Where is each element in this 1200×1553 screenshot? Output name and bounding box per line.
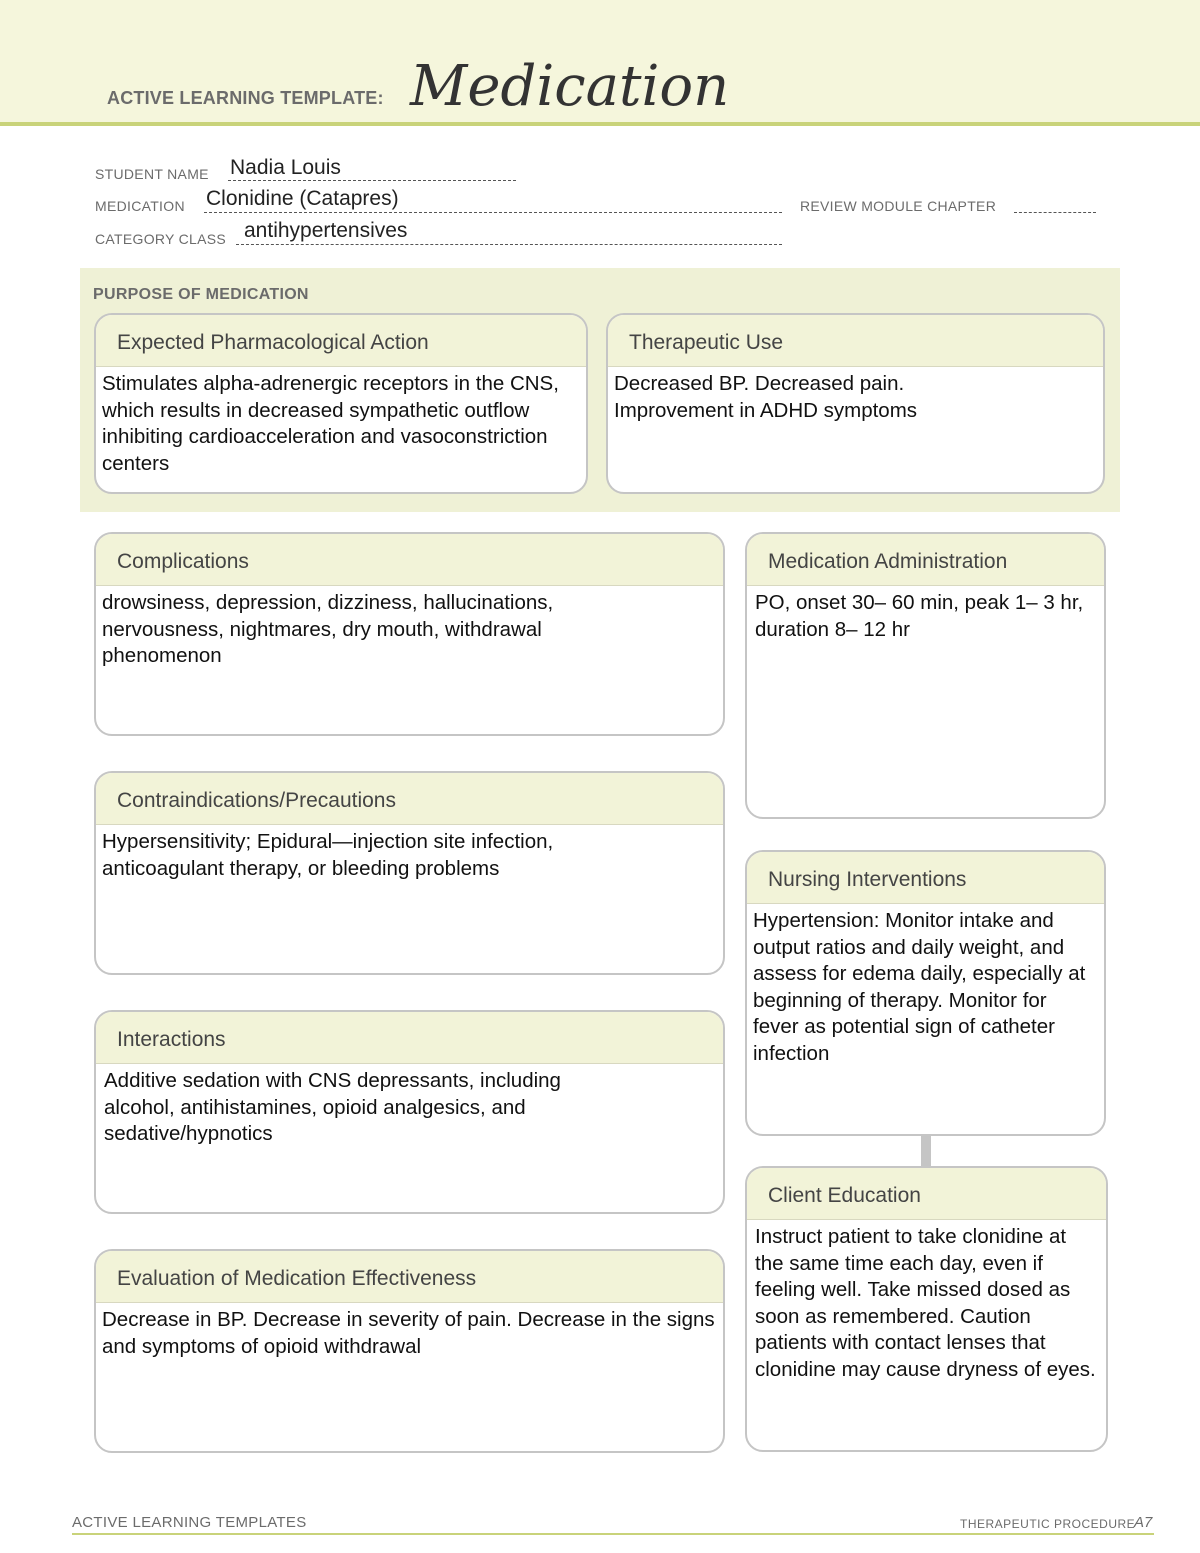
category-class-field[interactable]: antihypertensives xyxy=(244,219,408,242)
template-title: Medication xyxy=(410,54,730,119)
footer-page-number: A7 xyxy=(1134,1514,1153,1531)
complications-card xyxy=(94,532,725,736)
expected-action-card xyxy=(94,313,588,494)
footer-rule xyxy=(72,1533,1154,1535)
expected-action-title: Expected Pharmacological Action xyxy=(96,315,586,367)
student-name-line xyxy=(228,180,516,181)
evaluation-body[interactable]: Decrease in BP. Decrease in severity of pain. Decrease in the signs and symptoms of opioid withdrawal xyxy=(102,1308,715,1358)
client-education-body[interactable]: Instruct patient to take clonidine at the same time each day, even if feeling well. Take missed dosed as soon as remembered. Caution patients with contact lenses that clonidine may cause dryness of eyes. xyxy=(755,1225,1096,1381)
contraindications-body[interactable]: Hypersensitivity; Epidural—injection site infection, anticoagulant therapy, or bleeding problems xyxy=(102,830,554,880)
nursing-interventions-card xyxy=(745,850,1106,1136)
evaluation-card xyxy=(94,1249,725,1453)
contraindications-title: Contraindications/Precautions xyxy=(96,773,723,825)
nursing-interventions-body[interactable]: Hypertension: Monitor intake and output ratios and daily weight, and assess for edema daily, especially at beginning of therapy. Monitor for fever as potential sign of catheter infection xyxy=(753,909,1086,1065)
category-class-label: CATEGORY CLASS xyxy=(95,231,227,247)
header-rule xyxy=(0,122,1200,126)
complications-body[interactable]: drowsiness, depression, dizziness, hallucinations, nervousness, nightmares, dry mouth, withdrawal phenomenon xyxy=(102,591,554,667)
connector-bar xyxy=(921,1134,931,1166)
medication-administration-title: Medication Administration xyxy=(747,534,1104,586)
student-name-field[interactable]: Nadia Louis xyxy=(230,156,341,179)
medication-label: MEDICATION xyxy=(95,198,185,214)
interactions-card xyxy=(94,1010,725,1214)
evaluation-title: Evaluation of Medication Effectiveness xyxy=(96,1251,723,1303)
therapeutic-use-title: Therapeutic Use xyxy=(608,315,1103,367)
medication-field[interactable]: Clonidine (Catapres) xyxy=(206,187,399,210)
purpose-label: PURPOSE OF MEDICATION xyxy=(93,286,309,303)
expected-action-body[interactable]: Stimulates alpha-adrenergic receptors in the CNS, which results in decreased sympathetic outflow inhibiting cardioacceleration and vasoconstriction centers xyxy=(102,372,559,475)
interactions-body[interactable]: Additive sedation with CNS depressants, including alcohol, antihistamines, opioid analgesics, and sedative/hypnotics xyxy=(104,1069,561,1145)
client-education-card xyxy=(745,1166,1108,1452)
review-module-field[interactable] xyxy=(1014,212,1096,213)
footer-left: ACTIVE LEARNING TEMPLATES xyxy=(72,1514,307,1531)
therapeutic-use-body[interactable]: Decreased BP. Decreased pain. Improvement in ADHD symptoms xyxy=(614,372,918,422)
template-label: ACTIVE LEARNING TEMPLATE: xyxy=(107,88,384,108)
client-education-title: Client Education xyxy=(747,1168,1106,1220)
footer-right: THERAPEUTIC PROCEDURE xyxy=(960,1517,1136,1531)
nursing-interventions-title: Nursing Interventions xyxy=(747,852,1104,904)
review-module-label: REVIEW MODULE CHAPTER xyxy=(800,198,997,214)
medication-line xyxy=(204,212,782,213)
medication-administration-body[interactable]: PO, onset 30– 60 min, peak 1– 3 hr, duration 8– 12 hr xyxy=(755,591,1084,641)
complications-title: Complications xyxy=(96,534,723,586)
interactions-title: Interactions xyxy=(96,1012,723,1064)
student-name-label: STUDENT NAME xyxy=(95,166,209,182)
therapeutic-use-card xyxy=(606,313,1105,494)
category-class-line xyxy=(236,244,782,245)
contraindications-card xyxy=(94,771,725,975)
medication-administration-card xyxy=(745,532,1106,819)
